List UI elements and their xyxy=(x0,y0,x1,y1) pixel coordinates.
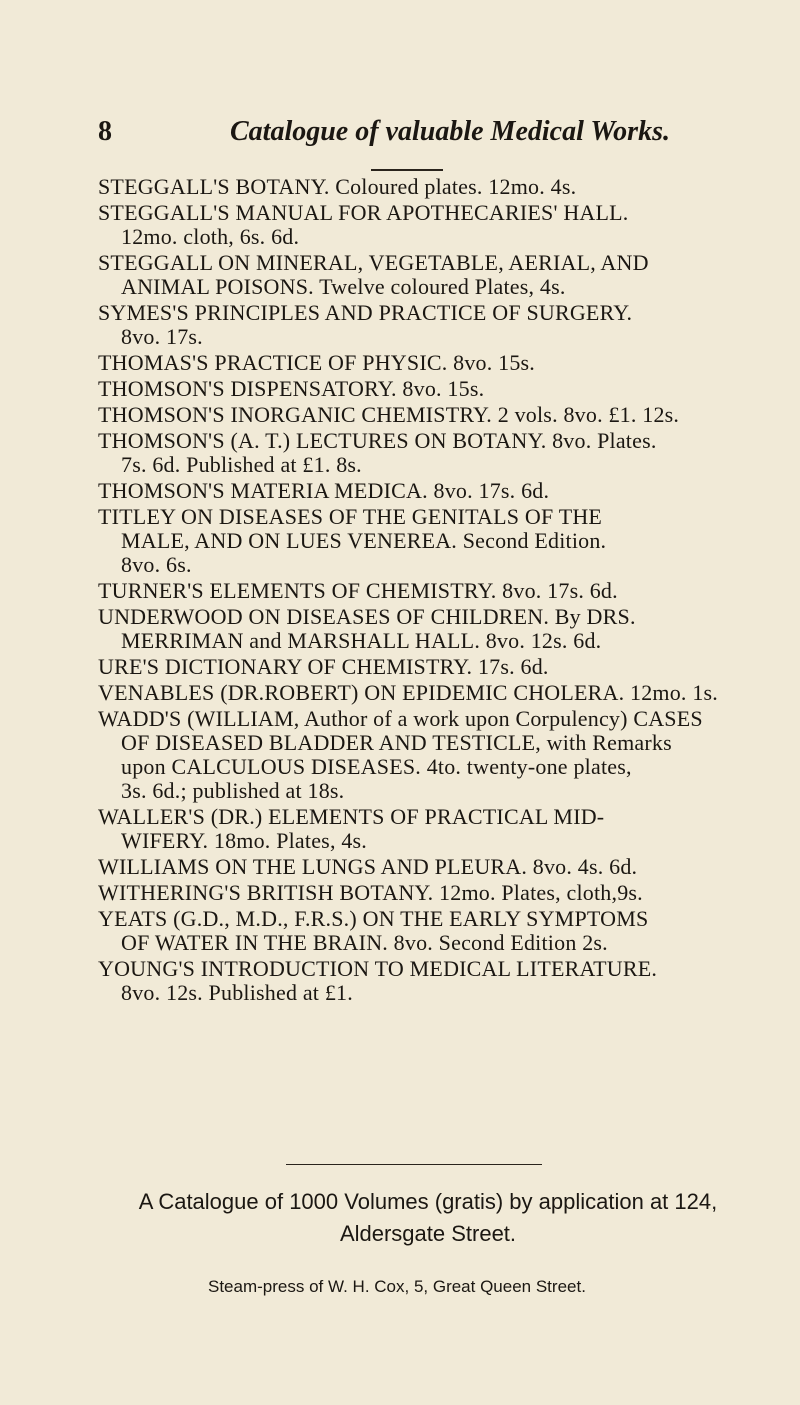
page-number: 8 xyxy=(98,116,112,147)
catalogue-entry xyxy=(98,301,738,349)
catalogue-entry xyxy=(98,505,738,577)
catalogue-entry xyxy=(98,579,738,603)
printer-imprint: Steam-press of W. H. Cox, 5, Great Queen Street. xyxy=(208,1277,586,1296)
entry-continuation-line: OF WATER IN THE BRAIN. 8vo. Second Edition 2s. xyxy=(121,930,608,955)
notice-line-2: Aldersgate Street. xyxy=(339,1221,517,1246)
footer-rule xyxy=(286,1164,542,1165)
entry-title-line: YOUNG'S INTRODUCTION TO MEDICAL LITERATURE. xyxy=(98,956,658,981)
catalogue-entry xyxy=(98,681,738,705)
entry-title-line: STEGGALL ON MINERAL, VEGETABLE, AERIAL, AND xyxy=(98,250,649,275)
entry-continuation-line: MERRIMAN and MARSHALL HALL. 8vo. 12s. 6d. xyxy=(121,628,602,653)
entry-title-line: URE'S DICTIONARY OF CHEMISTRY. 17s. 6d. xyxy=(98,654,549,679)
entry-title-line: THOMSON'S DISPENSATORY. 8vo. 15s. xyxy=(98,376,485,401)
entry-continuation-line: MALE, AND ON LUES VENEREA. Second Edition. xyxy=(121,528,607,553)
catalogue-entry xyxy=(98,805,738,853)
catalogue-entry xyxy=(98,855,738,879)
entry-title-line: WALLER'S (DR.) ELEMENTS OF PRACTICAL MID- xyxy=(98,804,605,829)
entry-title-line: THOMSON'S MATERIA MEDICA. 8vo. 17s. 6d. xyxy=(98,478,550,503)
catalogue-list xyxy=(98,175,738,1007)
catalogue-entry xyxy=(98,655,738,679)
running-title: Catalogue of valuable Medical Works. xyxy=(230,116,670,147)
entry-continuation-line: 7s. 6d. Published at £1. 8s. xyxy=(121,452,362,477)
entry-title-line: WITHERING'S BRITISH BOTANY. 12mo. Plates, cloth,9s. xyxy=(98,880,643,905)
entry-continuation-line: 8vo. 12s. Published at £1. xyxy=(121,980,353,1005)
entry-continuation-line: ANIMAL POISONS. Twelve coloured Plates, 4s. xyxy=(121,274,566,299)
catalogue-entry xyxy=(98,957,738,1005)
entry-title-line: STEGGALL'S BOTANY. Coloured plates. 12mo. 4s. xyxy=(98,174,577,199)
catalogue-entry xyxy=(98,251,738,299)
entry-continuation-line: WIFERY. 18mo. Plates, 4s. xyxy=(121,828,368,853)
catalogue-entry xyxy=(98,377,738,401)
entry-title-line: TURNER'S ELEMENTS OF CHEMISTRY. 8vo. 17s. 6d. xyxy=(98,578,618,603)
header-rule xyxy=(371,169,443,171)
catalogue-entry xyxy=(98,201,738,249)
catalogue-entry xyxy=(98,605,738,653)
page-header xyxy=(98,116,708,156)
entry-title-line: SYMES'S PRINCIPLES AND PRACTICE OF SURGERY. xyxy=(98,300,633,325)
entry-title-line: WILLIAMS ON THE LUNGS AND PLEURA. 8vo. 4s. 6d. xyxy=(98,854,638,879)
entry-title-line: TITLEY ON DISEASES OF THE GENITALS OF THE xyxy=(98,504,603,529)
entry-title-line: THOMSON'S (A. T.) LECTURES ON BOTANY. 8vo. Plates. xyxy=(98,428,657,453)
catalogue-entry xyxy=(98,907,738,955)
entry-title-line: YEATS (G.D., M.D., F.R.S.) ON THE EARLY SYMPTOMS xyxy=(98,906,649,931)
catalogue-entry xyxy=(98,351,738,375)
entry-continuation-line: upon CALCULOUS DISEASES. 4to. twenty-one plates, xyxy=(121,754,632,779)
entry-continuation-line: 3s. 6d.; published at 18s. xyxy=(121,778,345,803)
catalogue-entry xyxy=(98,175,738,199)
entry-continuation-line: 8vo. 6s. xyxy=(121,552,192,577)
entry-title-line: WADD'S (WILLIAM, Author of a work upon Corpulency) CASES xyxy=(98,706,703,731)
catalogue-entry xyxy=(98,403,738,427)
entry-title-line: UNDERWOOD ON DISEASES OF CHILDREN. By DRS. xyxy=(98,604,636,629)
entry-continuation-line: 8vo. 17s. xyxy=(121,324,203,349)
entry-title-line: STEGGALL'S MANUAL FOR APOTHECARIES' HALL. xyxy=(98,200,629,225)
entry-title-line: THOMAS'S PRACTICE OF PHYSIC. 8vo. 15s. xyxy=(98,350,535,375)
catalogue-notice xyxy=(118,1186,738,1250)
entry-continuation-line: 12mo. cloth, 6s. 6d. xyxy=(121,224,300,249)
entry-continuation-line: OF DISEASED BLADDER AND TESTICLE, with Remarks xyxy=(121,730,672,755)
entry-title-line: VENABLES (DR.ROBERT) ON EPIDEMIC CHOLERA. 12mo. 1s. xyxy=(98,680,718,705)
catalogue-entry xyxy=(98,707,738,803)
entry-title-line: THOMSON'S INORGANIC CHEMISTRY. 2 vols. 8vo. £1. 12s. xyxy=(98,402,680,427)
catalogue-entry xyxy=(98,881,738,905)
catalogue-entry xyxy=(98,429,738,477)
catalogue-entry xyxy=(98,479,738,503)
notice-line-1: A Catalogue of 1000 Volumes (gratis) by application at 124, xyxy=(138,1189,718,1214)
